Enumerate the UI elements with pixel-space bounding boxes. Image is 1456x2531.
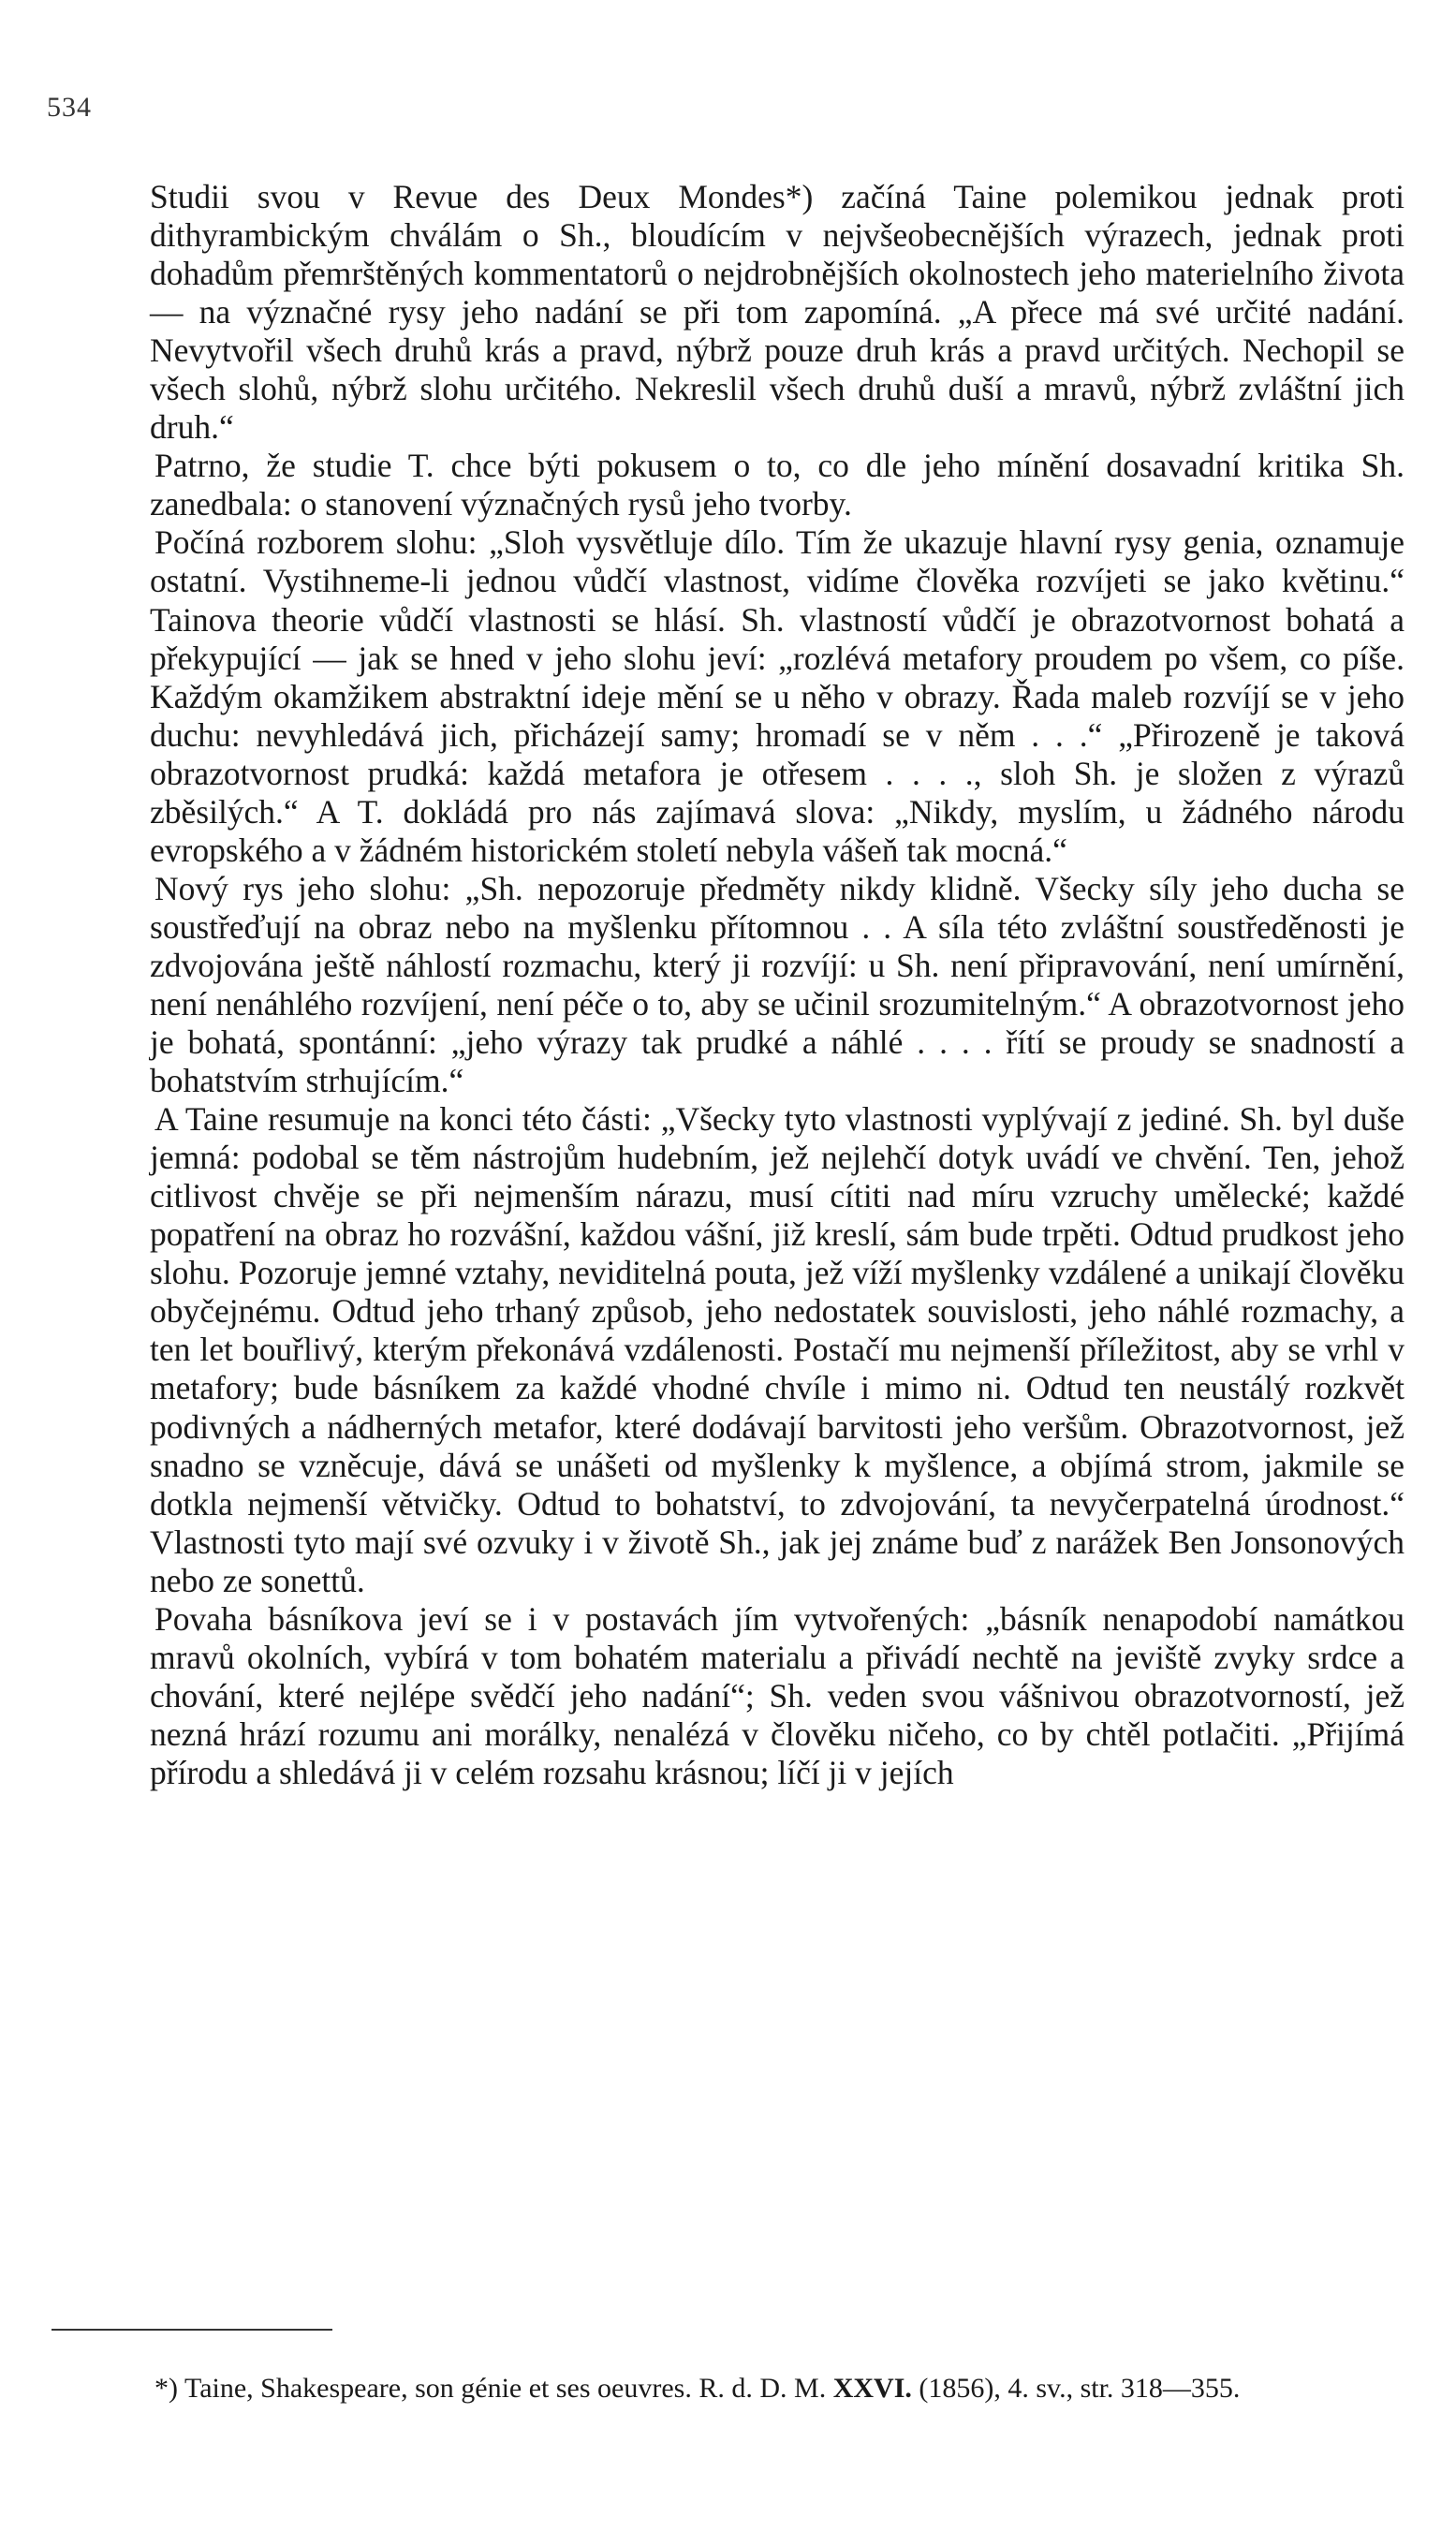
paragraph-6: Povaha básníkova jeví se i v postavách jím vytvořených: „básník nenapodobí namátkou mravů okolních, vybírá v tom bohatém materialu a přivádí nechtě na jeviště zvyky srdce a chování, které nejlépe svědčí jeho nadání“; Sh. veden svou vášnivou obrazotvorností, jež nezná hrází rozumu ani morálky, nenalézá v člověku ničeho, co by chtěl potlačiti. „Přijímá přírodu a shledává ji v celém rozsahu krásnou; líčí ji v jejích [150,1599,1405,1791]
paragraph-2: Patrno, že studie T. chce býti pokusem o to, co dle jeho mínění dosavadní kritika Sh. zanedbala: o stanovení význačných rysů jeho tvorby. [150,447,1405,523]
paragraph-1: Studii svou v Revue des Deux Mondes*) začíná Taine polemikou jednak proti dithyrambickým chválám o Sh., bloudícím v nejvšeobecnějších výrazech, jednak proti dohadům přemrštěných kommentatorů o nejdrobnějších okolnostech jeho materielního života — na význačné rysy jeho nadání se při tom zapomíná. „A přece má své určité nadání. Nevytvořil všech druhů krás a pravd, nýbrž pouze druh krás a pravd určitých. Nechopil se všech slohů, nýbrž slohu určitého. Nekreslil všech druhů duší a mravů, nýbrž zvláštní jich druh.“ [150,178,1405,447]
footnote-volume: XXVI. [832,2373,912,2404]
body-text [150,178,1405,1792]
page-number: 534 [47,92,92,123]
footnote [47,2368,1405,2408]
paragraph-3: Počíná rozborem slohu: „Sloh vysvětluje dílo. Tím že ukazuje hlavní rysy genia, oznamuje ostatní. Vystihneme-li jednou vůdčí vlastnost, vidíme člověka rozvíjeti se jako květinu.“ Tainova theorie vůdčí vlastnosti se hlásí. Sh. vlastností vůdčí je obrazotvornost bohatá a překypující — jak se hned v jeho slohu jeví: „rozlévá metafory proudem po všem, co píše. Každým okamžikem abstraktní ideje mění se u něho v obrazy. Řada maleb rozvíjí se v jeho duchu: nevyhledává jich, přicházejí samy; hromadí se v něm . . .“ „Přirozeně je taková obrazotvornost prudká: každá metafora je otřesem . . . ., sloh Sh. je složen z výrazů zběsilých.“ A T. dokládá pro nás zajímavá slova: „Nikdy, myslím, u žádného národu evropského a v žádném historickém století nebyla vášeň tak mocná.“ [150,523,1405,869]
footnote-rest: (1856), 4. sv., str. 318—355. [919,2373,1241,2404]
footnote-marker: *) [154,2373,178,2404]
footnote-divider [51,2329,332,2331]
paragraph-4: Nový rys jeho slohu: „Sh. nepozoruje předměty nikdy klidně. Všecky síly jeho ducha se soustřeďují na obraz nebo na myšlenku přítomnou . . A síla této zvláštní soustředěnosti je zdvojována ještě náhlostí rozmachu, který ji rozvíjí: u Sh. není připravování, není umírnění, není nenáhlého rozvíjení, není péče o to, aby se učinil srozumitelným.“ A obrazotvornost jeho je bohatá, spontánní: „jeho výrazy tak prudké a náhlé . . . . řítí se proudy se snadností a bohatstvím strhujícím.“ [150,869,1405,1100]
footnote-text: Taine, Shakespeare, son génie et ses oeuvres. R. d. D. M. [184,2373,827,2404]
paragraph-5: A Taine resumuje na konci této části: „Všecky tyto vlastnosti vyplývají z jediné. Sh. byl duše jemná: podobal se těm nástrojům hudebním, jež nejlehčí dotyk uvádí ve chvění. Ten, jehož citlivost chvěje se při nejmenším nárazu, musí cítiti nad míru vzruchy umělecké; každé popatření na obraz ho rozvášní, každou vášní, již kreslí, sám bude trpěti. Odtud prudkost jeho slohu. Pozoruje jemné vztahy, neviditelná pouta, jež víží myšlenky vzdálené a unikají člověku obyčejnému. Odtud jeho trhaný způsob, jeho nedostatek souvislosti, jeho náhlé rozmachy, a ten let bouřlivý, kterým překonává vzdálenosti. Postačí mu nejmenší příležitost, aby se vrhl v metafory; bude básníkem za každé vhodné chvíle i mimo ni. Odtud ten neustálý rozkvět podivných a nádherných metafor, které dodávají barvitosti jeho veršům. Obrazotvornost, jež snadno se vzněcuje, dává se unášeti od myšlenky k myšlence, a objímá strom, jakmile se dotkla nejmenší větvičky. Odtud to bohatství, to zdvojování, ta nevyčerpatelná úrodnost.“ Vlastnosti tyto mají své ozvuky i v životě Sh., jak jej známe buď z narážek Ben Jonsonových nebo ze sonettů. [150,1100,1405,1599]
